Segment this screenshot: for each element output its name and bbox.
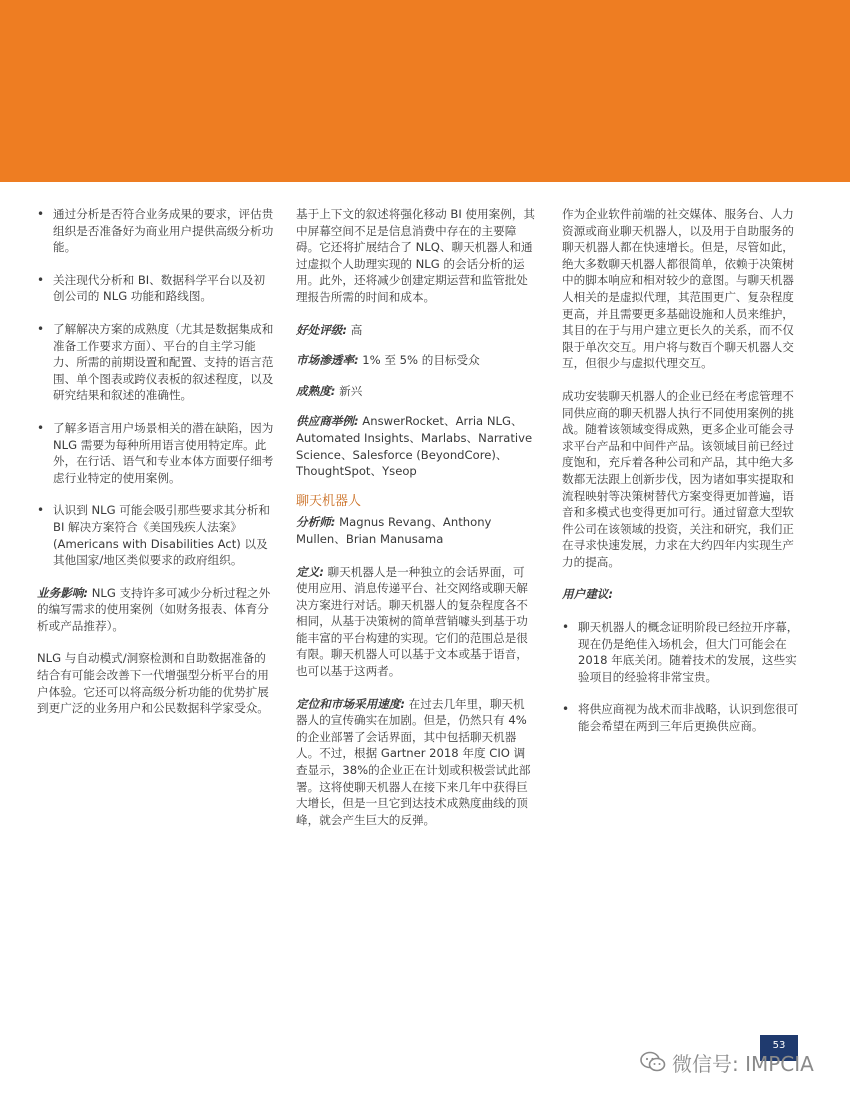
position-label: 定位和市场采用速度: — [296, 696, 405, 711]
benefit-value: 高 — [347, 322, 363, 337]
maturity-label: 成熟度: — [296, 383, 336, 398]
section-title-chatbots: 聊天机器人 — [296, 493, 362, 509]
penetration-label: 市场渗透率: — [296, 353, 359, 368]
watermark-text: 微信号: IMPCIA — [672, 1051, 814, 1076]
benefit-label: 好处评级: — [296, 322, 348, 337]
list-item: • 关注现代分析和 BI、数据科学平台以及初创公司的 NLG 功能和路线图。 — [37, 272, 275, 305]
column-middle — [296, 206, 536, 844]
list-item: • 认识到 NLG 可能会吸引那些要求其分析和 BI 解决方案符合《美国残疾人法案》(Americans with Disabilities Act) 以及其他国家/地区类似要求的政府组织。 — [37, 502, 275, 568]
position-paragraph — [296, 696, 536, 829]
market-penetration — [296, 352, 536, 369]
business-impact-text: NLG 支持许多可减少分析过程之外的编写需求的使用案例（如财务报表、体育分析或产品推荐）。 — [37, 585, 271, 633]
closing-paragraph: NLG 与自动模式/洞察检测和自助数据准备的结合有可能会改善下一代增强型分析平台的用户体验。它还可以将高级分析功能的优势扩展到更广泛的业务用户和公民数据科学家受众。 — [37, 651, 269, 716]
list-item: • 了解解决方案的成熟度（尤其是数据集成和准备工作要求方面）、平台的自主学习能力、所需的前期设置和配置、支持的语言范围、单个图表或跨仪表板的叙述程度，以及研究结果和叙述的准确性。 — [37, 321, 275, 404]
user-advice-heading — [562, 586, 802, 603]
penetration-value: 1% 至 5% 的目标受众 — [358, 353, 480, 368]
benefit-rating — [296, 322, 536, 339]
paragraph: 成功安装聊天机器人的企业已经在考虑管理不同供应商的聊天机器人执行不同使用案例的挑战。随着该领域变得成熟，更多企业可能会寻求平台产品和中间件产品。该领域目前已经过度饱和，充斥着各种公司和产品，其中绝大多数都无法跟上创新步伐，因为诸如事实提取和流程映射等决策树替代方案变得更加普遍，语音和多模式也变得更加可行。通过留意大型软件公司在该领域的投资，关注和研究，我们正在寻求快速发展，力求在大约四年内实现生产力的提高。 — [562, 388, 794, 569]
column-right — [562, 206, 802, 751]
maturity-value: 新兴 — [335, 383, 363, 398]
page-number: 53 — [760, 1035, 798, 1061]
business-impact-paragraph — [37, 585, 275, 635]
recommendation-list — [37, 206, 275, 569]
user-advice-label: 用户建议: — [562, 587, 614, 602]
wechat-watermark — [640, 1048, 814, 1076]
position-text: 在过去几年里，聊天机器人的宣传确实在加剧。但是，仍然只有 4% 的企业部署了会话界面，其中包括聊天机器人。不过，根据 Gartner 2018 年度 CIO 调查显示，38%的企业正在计划或积极尝试此部署。这将使聊天机器人在接下来几年中获得巨大增长，但是一旦它到达技术成熟度曲线的顶峰，就会产生巨大的反弹。 — [296, 696, 531, 827]
definition-label: 定义: — [296, 564, 324, 579]
column-left — [37, 206, 275, 733]
analysts — [296, 514, 536, 547]
vendors-value: AnswerRocket、Arria NLG、Automated Insights、Marlabs、Narrative Science、Salesforce (BeyondCore)、ThoughtSpot、Yseop — [296, 414, 533, 479]
definition-paragraph — [296, 564, 536, 680]
list-item: • 了解多语言用户场景相关的潜在缺陷，因为 NLG 需要为每种所用语言使用特定库。此外，在行话、语气和专业本体方面要仔细考虑行业特定的使用案例。 — [37, 420, 275, 486]
list-item: • 通过分析是否符合业务成果的要求，评估贵组织是否准备好为商业用户提供高级分析功能。 — [37, 206, 275, 256]
orange-header-banner — [0, 0, 850, 182]
maturity — [296, 383, 536, 400]
intro-paragraph: 基于上下文的叙述将强化移动 BI 使用案例，其中屏幕空间不足是信息消费中存在的主要障碍。它还将扩展结合了 NLQ、聊天机器人和通过虚拟个人助理实现的 NLG 的会话分析的运用。此外，还将减少创建定期运营和监管批处理报告所需的时间和成本。 — [296, 207, 536, 304]
sample-vendors — [296, 413, 536, 479]
list-item: • 聊天机器人的概念证明阶段已经拉开序幕，现在仍是绝佳入场机会，但大门可能会在 2018 年底关闭。随着技术的发展，这些实验项目的经验将非常宝贵。 — [562, 619, 802, 685]
analysts-value: Magnus Revang、Anthony Mullen、Brian Manusama — [296, 515, 492, 546]
paragraph: 作为企业软件前端的社交媒体、服务台、人力资源或商业聊天机器人，以及用于自助服务的聊天机器人都在快速增长。但是，尽管如此，绝大多数聊天机器人都很简单，依赖于决策树中的脚本响应和相对较少的意图。与聊天机器人相关的是虚拟代理，其范围更广、复杂程度更高，并且需要更多基础设施和人员来维护，其目的在于与用户建立更长久的关系，而不仅限于单次交互。用户将与数百个聊天机器人交互，但很少与虚拟代理交互。 — [562, 207, 794, 371]
business-impact-label: 业务影响: — [37, 585, 89, 600]
user-advice-list — [562, 619, 802, 735]
definition-text: 聊天机器人是一种独立的会话界面，可使用应用、消息传递平台、社交网络或聊天解决方案进行对话。聊天机器人的复杂程度各不相同，从基于决策树的简单营销噱头到基于功能丰富的平台构建的实现。它们的范围总是很有限。聊天机器人可以基于文本或基于语音，也可以基于这两者。 — [296, 564, 528, 679]
vendors-label: 供应商举例: — [296, 414, 359, 429]
list-item: • 将供应商视为战术而非战略，认识到您很可能会希望在两到三年后更换供应商。 — [562, 701, 802, 734]
wechat-icon — [640, 1051, 666, 1073]
analysts-label: 分析师: — [296, 515, 336, 530]
